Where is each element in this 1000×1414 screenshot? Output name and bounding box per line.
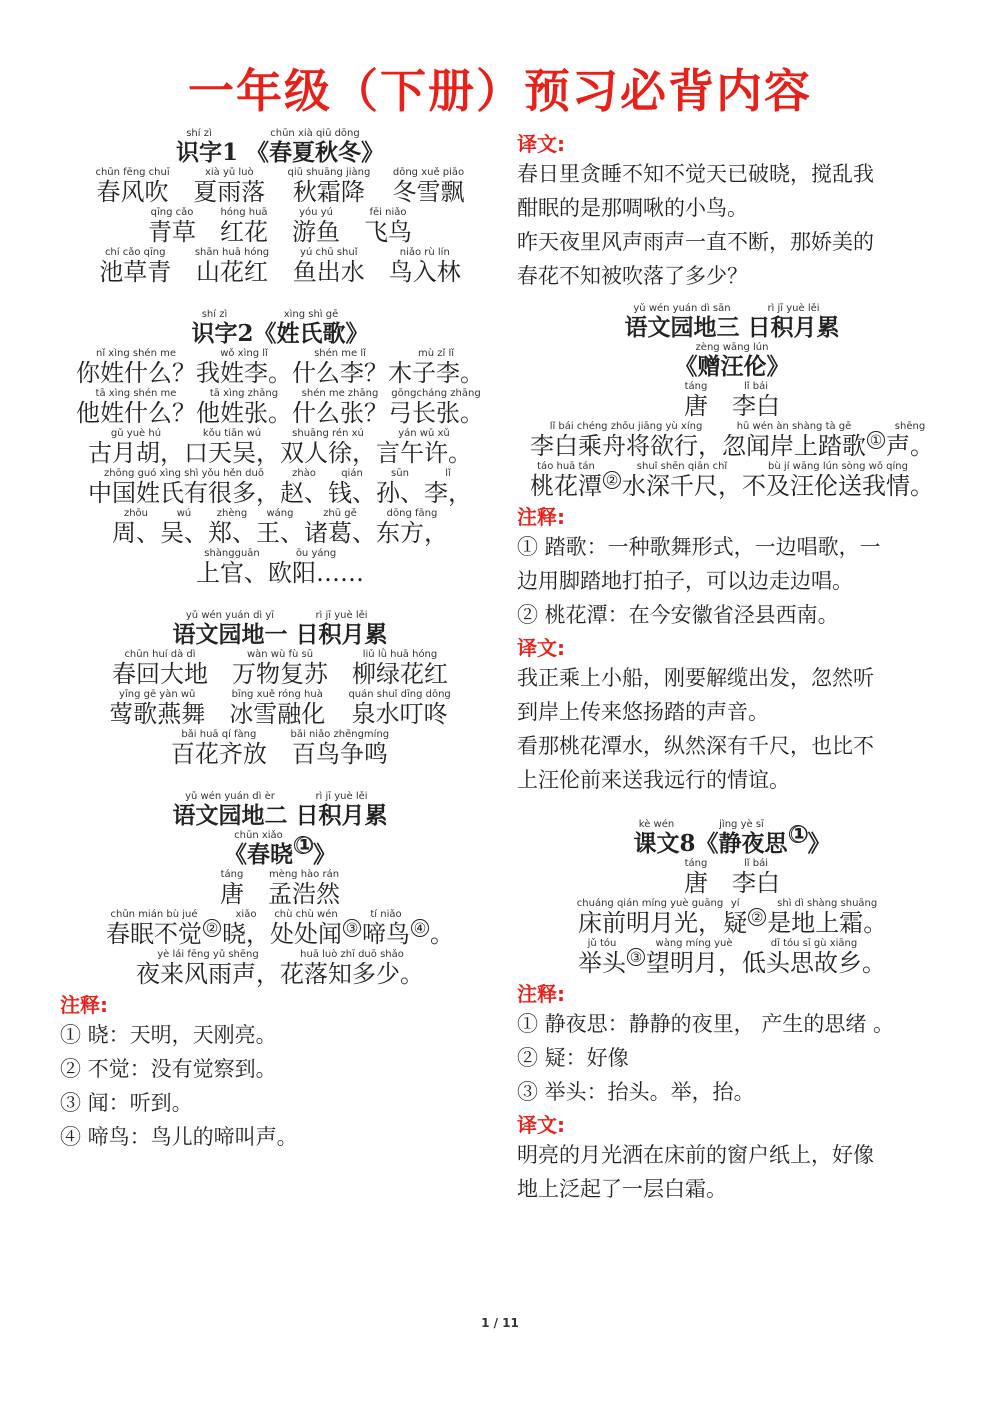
ruby-word: 他姓张。tā xìng zhāng	[196, 388, 292, 427]
ruby-word: 口天吴，kǒu tiān wú	[184, 428, 280, 467]
ruby-word: 春回大地chūn huí dà dì	[112, 649, 208, 688]
poem-line	[517, 461, 947, 501]
translation	[517, 661, 947, 797]
poem-line	[60, 649, 500, 689]
ruby-word: 冰雪融化bīng xuě róng huà	[229, 689, 326, 728]
ruby-word: 木子李。mù zǐ lǐ	[388, 348, 484, 387]
ruby-word: 双人徐，shuāng rén xú	[280, 428, 376, 467]
translation-line: 春日里贪睡不知不觉天已破晓，搅乱我	[517, 162, 874, 186]
ruby-word: 他姓什么？tā xìng shén me	[76, 388, 196, 427]
footnote-marker: ②	[603, 471, 621, 489]
poem-block	[60, 649, 500, 769]
ruby-word: 孟浩然mèng hào rán	[268, 869, 340, 908]
note-item: ① 静夜思：静静的夜里， 产生的思绪 。	[517, 1012, 895, 1036]
ruby-word: 什么李？shén me lǐ	[292, 348, 388, 387]
poem-line	[517, 421, 947, 461]
ruby-word: 语文园地三yǔ wén yuán dì sān	[624, 303, 740, 341]
ruby-word: 声。shēng	[886, 421, 934, 460]
ruby-word: 《春夏秋冬》chūn xià qiū dōng	[246, 128, 384, 166]
ruby-word: 莺歌燕舞yīng gē yàn wǔ	[109, 689, 206, 728]
poem-line	[60, 468, 500, 508]
ruby-word: 孙、sūn	[376, 468, 424, 507]
section-title	[60, 791, 500, 830]
ruby-word: 李，lǐ	[424, 468, 472, 507]
translation-line: 上汪伦前来送我远行的情谊。	[517, 768, 790, 792]
ruby-word: 泉水叮咚quán shuǐ dīng dōng	[348, 689, 451, 728]
poem-line	[60, 388, 500, 428]
translation-line: 昨天夜里风声雨声一直不断，那娇美的	[517, 230, 874, 254]
ruby-word: 什么张？shén me zhāng	[292, 388, 388, 427]
poem-line	[60, 909, 500, 949]
notes-list	[60, 1018, 500, 1154]
text-fragment: 》	[313, 841, 336, 868]
translation-line: 到岸上传来悠扬踏的声音。	[517, 700, 769, 724]
section-title	[60, 309, 500, 348]
ruby-word: 是地上霜。shì dì shàng shuāng	[767, 898, 888, 937]
ruby-word: 柳绿花红liǔ lǜ huā hóng	[352, 649, 448, 688]
ruby-word: 唐táng	[684, 858, 708, 897]
ruby-word: 上官、shàngguān	[196, 548, 268, 587]
ruby-word: 识字shí zì	[191, 309, 238, 347]
footnote-marker: ②	[203, 919, 221, 937]
translation-line: 明亮的月光洒在床前的窗户纸上，好像	[517, 1143, 874, 1167]
translation-label: 译文:	[517, 636, 565, 660]
author-line	[60, 869, 500, 909]
note-item: ③ 闻：听到。	[60, 1091, 193, 1115]
poem-title	[60, 830, 500, 869]
translation-line: 我正乘上小船，刚要解缆出发，忽然听	[517, 666, 874, 690]
poem-line	[60, 348, 500, 388]
ruby-word: 弓长张。gōngcháng zhāng	[388, 388, 484, 427]
left-column	[60, 128, 500, 1154]
note-item: ② 桃花潭：在今安徽省泾县西南。	[517, 603, 839, 627]
section-title	[517, 819, 947, 858]
note-label: 注释:	[517, 505, 565, 529]
ruby-word: 李白lǐ bái	[732, 858, 780, 897]
footnote-marker: ③	[343, 919, 361, 937]
ruby-word: 游鱼yóu yú	[292, 207, 340, 246]
poem-line	[60, 949, 500, 989]
ruby-word: 你姓什么？nǐ xìng shén me	[76, 348, 196, 387]
ruby-word: 古月胡，gǔ yuè hú	[88, 428, 184, 467]
poem-line	[60, 508, 500, 548]
poem-line	[60, 247, 500, 287]
note-item: ① 晓：天明，天刚亮。	[60, 1023, 277, 1047]
poem-title	[517, 342, 947, 381]
text-fragment: 。	[430, 920, 454, 948]
ruby-word: 啼鸟tí niǎo	[362, 909, 410, 948]
ruby-word: 《春晓chūn xiǎo	[224, 830, 293, 868]
poem-block	[60, 167, 500, 287]
poem-line	[60, 689, 500, 729]
ruby-word: 日积月累rì jī yuè lěi	[747, 303, 840, 341]
ruby-word: 万物复苏wàn wù fù sū	[232, 649, 328, 688]
poem-line	[517, 898, 947, 938]
ruby-word: 语文园地二yǔ wén yuán dì èr	[172, 791, 288, 829]
ruby-word: 夜来风雨声，yè lái fēng yǔ shēng	[136, 949, 280, 988]
text-fragment: 》	[807, 830, 831, 857]
ruby-word: 东方，dōng fāng	[376, 508, 448, 547]
right-column	[517, 128, 947, 1206]
ruby-word: 唐táng	[220, 869, 244, 908]
ruby-word: 《静夜思jìng yè sī	[695, 819, 788, 857]
note-item: ② 不觉：没有觉察到。	[60, 1057, 277, 1081]
poem-block	[60, 909, 500, 989]
translation	[517, 1138, 947, 1206]
ruby-word: 水深千尺，shuǐ shēn qiān chǐ	[622, 461, 742, 500]
author-line	[517, 381, 947, 421]
text-fragment	[739, 314, 747, 341]
section-title	[60, 128, 500, 167]
note-item: 边用脚踏地打拍子，可以边走边唱。	[517, 569, 853, 593]
ruby-word: 青草qīng cǎo	[148, 207, 196, 246]
ruby-word: 鱼出水yú chū shuǐ	[292, 247, 365, 286]
note-item: ④ 啼鸟：鸟儿的啼叫声。	[60, 1125, 298, 1149]
ruby-word: 举头jǔ tóu	[578, 938, 626, 977]
translation-label: 译文:	[517, 1113, 565, 1137]
text-fragment: 8	[679, 830, 696, 857]
notes-list	[517, 1007, 947, 1109]
translation-line: 酣眠的是那啁啾的小鸟。	[517, 196, 748, 220]
text-fragment: 1	[221, 139, 246, 166]
ruby-word: 疑yí	[723, 898, 748, 937]
poem-line	[60, 548, 500, 588]
translation	[517, 157, 947, 293]
ruby-word: 课文kè wén	[633, 819, 680, 857]
ruby-word: 李白乘舟将欲行，lǐ bái chéng zhōu jiāng yù xíng	[530, 421, 722, 460]
ruby-word: 王、wáng	[256, 508, 304, 547]
ruby-word: 周、zhōu	[112, 508, 160, 547]
ruby-word: 望明月，wàng míng yuè	[646, 938, 742, 977]
ruby-word: 日积月累rì jī yuè lěi	[295, 791, 388, 829]
page-title: 一年级（下册）预习必背内容	[188, 64, 812, 118]
ruby-word: 语文园地一yǔ wén yuán dì yī	[172, 610, 288, 648]
ruby-word: 《姓氏歌》xìng shì gē	[253, 309, 369, 347]
ruby-word: 桃花潭táo huā tán	[530, 461, 602, 500]
ruby-word: 池草青chí cǎo qīng	[99, 247, 172, 286]
ruby-word: 春风吹chūn fēng chuī	[95, 167, 170, 206]
section-title	[517, 303, 947, 342]
note-item: ① 踏歌：一种歌舞形式，一边唱歌，一	[517, 535, 881, 559]
ruby-word: 日积月累rì jī yuè lěi	[295, 610, 388, 648]
ruby-word: 唐táng	[684, 381, 708, 420]
footnote-marker: ④	[411, 919, 429, 937]
ruby-word: 钱、qián	[328, 468, 376, 507]
ruby-word: 赵、zhào	[280, 468, 328, 507]
translation-label: 译文:	[517, 132, 565, 156]
poem-line	[60, 167, 500, 207]
text-fragment	[287, 802, 295, 829]
ruby-word: 言午许。yán wǔ xǔ	[376, 428, 472, 467]
ruby-word: 冬雪飘dōng xuě piāo	[392, 167, 465, 206]
notes-list	[517, 530, 947, 632]
poem-line	[517, 938, 947, 978]
ruby-word: 吴、wú	[160, 508, 208, 547]
author-line	[517, 858, 947, 898]
poem-block	[517, 898, 947, 978]
ruby-word: 中国姓氏有很多，zhōng guó xìng shì yǒu hěn duō	[88, 468, 280, 507]
text-fragment: 2	[237, 320, 254, 347]
ruby-word: 百花齐放bǎi huā qí fàng	[170, 729, 267, 768]
ruby-word: 识字shí zì	[175, 128, 222, 166]
ruby-word: 诸葛、zhū gě	[304, 508, 376, 547]
ruby-word: 飞鸟fēi niǎo	[364, 207, 412, 246]
ruby-word: 夏雨落xià yǔ luò	[193, 167, 266, 206]
ruby-word: 红花hóng huā	[220, 207, 268, 246]
ruby-word: 山花红shān huā hóng	[194, 247, 270, 286]
ruby-word: 百鸟争鸣bǎi niǎo zhēngmíng	[290, 729, 390, 768]
ruby-word: 我姓李。wǒ xìng lǐ	[196, 348, 292, 387]
footnote-marker: ②	[748, 908, 766, 926]
text-fragment	[287, 621, 295, 648]
footnote-marker: ①	[295, 833, 315, 859]
translation-line: 看那桃花潭水，纵然深有千尺，也比不	[517, 734, 874, 758]
poem-line	[60, 729, 500, 769]
note-label: 注释:	[517, 982, 565, 1006]
ruby-word: 处处闻chù chù wén	[270, 909, 342, 948]
poem-block	[60, 348, 500, 588]
note-item: ③ 举头：抬头。举，抬。	[517, 1080, 755, 1104]
translation-line: 春花不知被吹落了多少？	[517, 264, 748, 288]
poem-line	[60, 428, 500, 468]
ruby-word: 床前明月光，chuáng qián míng yuè guāng	[576, 898, 724, 937]
ruby-word: 郑、zhèng	[208, 508, 256, 547]
footnote-marker: ①	[867, 431, 885, 449]
page-number: 1 / 11	[481, 1316, 519, 1330]
ruby-word: 《赠汪伦》zèng wāng lún	[674, 342, 790, 380]
ruby-word: 欧阳……ōu yáng	[268, 548, 364, 587]
ruby-word: 低头思故乡。dī tóu sī gù xiāng	[742, 938, 886, 977]
translation-line: 地上泛起了一层白霜。	[517, 1177, 727, 1201]
ruby-word: 鸟入林niǎo rù lín	[388, 247, 461, 286]
poem-block	[517, 421, 947, 501]
poem-line	[60, 207, 500, 247]
footnote-marker: ①	[789, 822, 809, 848]
ruby-word: 秋霜降qiū shuāng jiàng	[287, 167, 371, 206]
ruby-word: 李白lǐ bái	[732, 381, 780, 420]
footnote-marker: ③	[627, 948, 645, 966]
note-label: 注释:	[60, 993, 108, 1017]
ruby-word: 忽闻岸上踏歌hū wén àn shàng tà gē	[722, 421, 866, 460]
ruby-word: 春眠不觉chūn mián bù jué	[106, 909, 202, 948]
ruby-word: 晓，xiǎo	[222, 909, 270, 948]
section-title	[60, 610, 500, 649]
ruby-word: 不及汪伦送我情。bù jí wāng lún sòng wǒ qíng	[742, 461, 934, 500]
note-item: ② 疑：好像	[517, 1046, 629, 1070]
ruby-word: 花落知多少。huā luò zhī duō shǎo	[280, 949, 424, 988]
